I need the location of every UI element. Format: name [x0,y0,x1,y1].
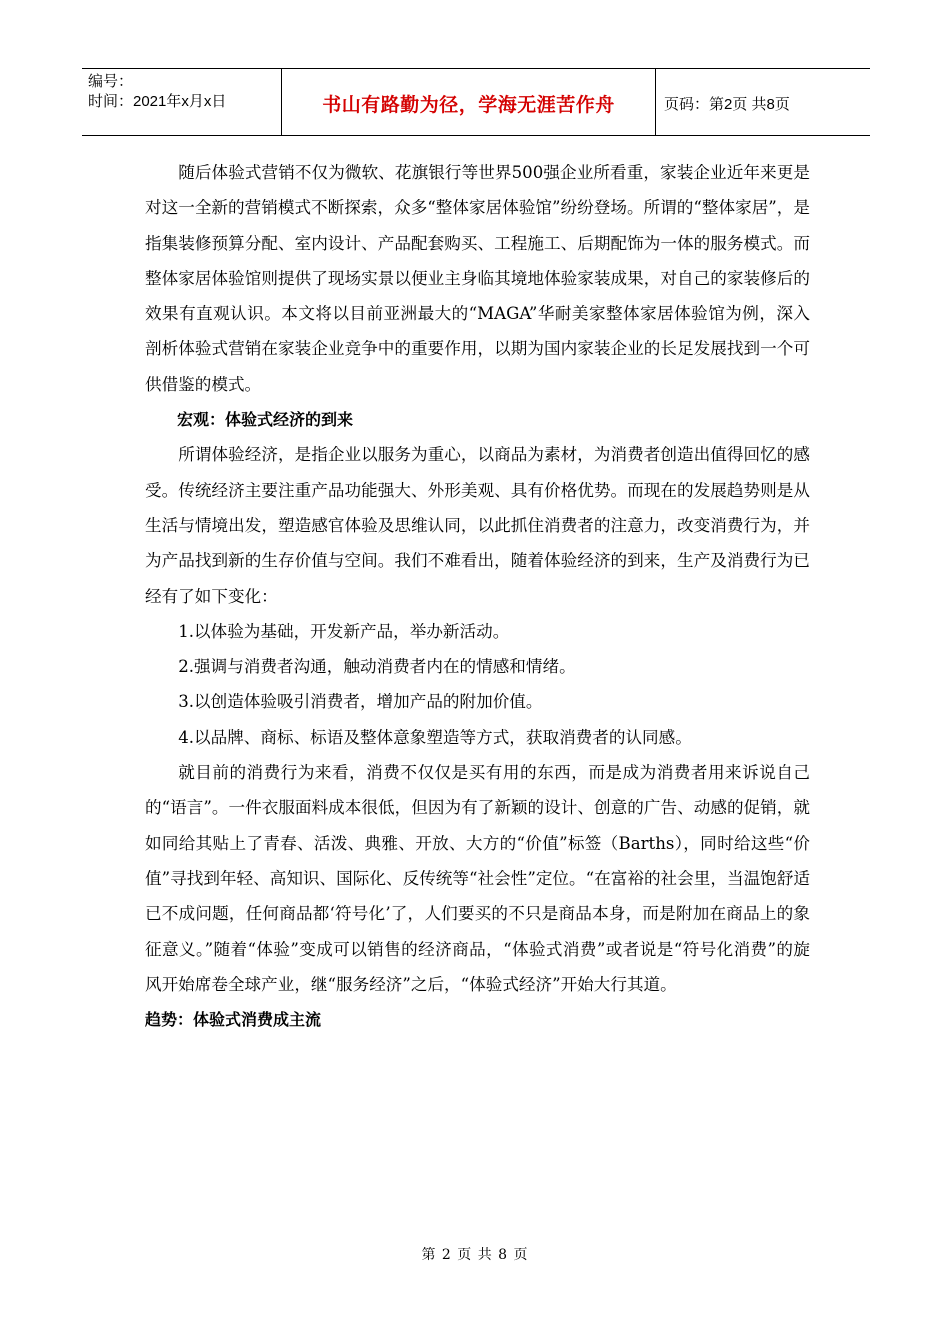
header-date-label: 时间：2021年x月x日 [88,93,227,110]
header-motto: 书山有路勤为径，学海无涯苦作舟 [282,69,656,135]
header-page-info: 页码：第2页 共8页 [664,95,790,113]
paragraph-intro: 随后体验式营销不仅为微软、花旗银行等世界500强企业所看重，家装企业近年来更是对这一全新的营销模式不断探索，众多“整体家居体验馆”纷纷登场。所谓的“整体家居”，是指集装修预算分配、室内设计、产品配套购买、工程施工、后期配饰为一体的服务模式。而整体家居体验馆则提供了现场实景以便业主身临其境地体验家装成果，对自己的家装修后的效果有直观认识。本文将以目前亚洲最大的“MAGA”华耐美家整体家居体验馆为例，深入剖析体验式营销在家装企业竞争中的重要作用，以期为国内家装企业的长足发展找到一个可供借鉴的模式。 [145,163,810,394]
list-item: 2.强调与消费者沟通，触动消费者内在的情感和情绪。 [178,657,576,677]
document-body [145,155,810,1037]
section-heading-macro: 宏观：体验式经济的到来 [177,410,354,430]
header-number-label: 编号： [88,73,134,90]
header-meta [82,69,282,135]
list-item: 1.以体验为基础，开发新产品，举办新活动。 [178,621,510,641]
page-header [82,68,870,136]
paragraph-experience-economy: 所谓体验经济，是指企业以服务为重心，以商品为素材，为消费者创造出值得回忆的感受。传统经济主要注重产品功能强大、外形美观、具有价格优势。而现在的发展趋势则是从生活与情境出发，塑造感官体验及思维认同，以此抓住消费者的注意力，改变消费行为，并为产品找到新的生存价值与空间。我们不难看出，随着体验经济的到来，生产及消费行为已经有了如下变化： [145,445,810,606]
page-footer: 第 2 页 共 8 页 [421,1247,529,1263]
list-item: 3.以创造体验吸引消费者，增加产品的附加价值。 [178,692,543,712]
list-item: 4.以品牌、商标、标语及整体意象塑造等方式，获取消费者的认同感。 [178,727,692,747]
paragraph-consumption: 就目前的消费行为来看，消费不仅仅是买有用的东西，而是成为消费者用来诉说自己的“语言”。一件衣服面料成本很低，但因为有了新颖的设计、创意的广告、动感的促销，就如同给其贴上了青春、活泼、典雅、开放、大方的“价值”标签（Barths），同时给这些“价值”寻找到年轻、高知识、国际化、反传统等“社会性”定位。“在富裕的社会里，当温饱舒适已不成问题，任何商品都‘符号化’了，人们要买的不只是商品本身，而是附加在商品上的象征意义。”随着“体验”变成可以销售的经济商品，“体验式消费”或者说是“符号化消费”的旋风开始席卷全球产业，继“服务经济”之后，“体验式经济”开始大行其道。 [145,763,810,994]
section-heading-trend: 趋势：体验式消费成主流 [145,1010,322,1030]
